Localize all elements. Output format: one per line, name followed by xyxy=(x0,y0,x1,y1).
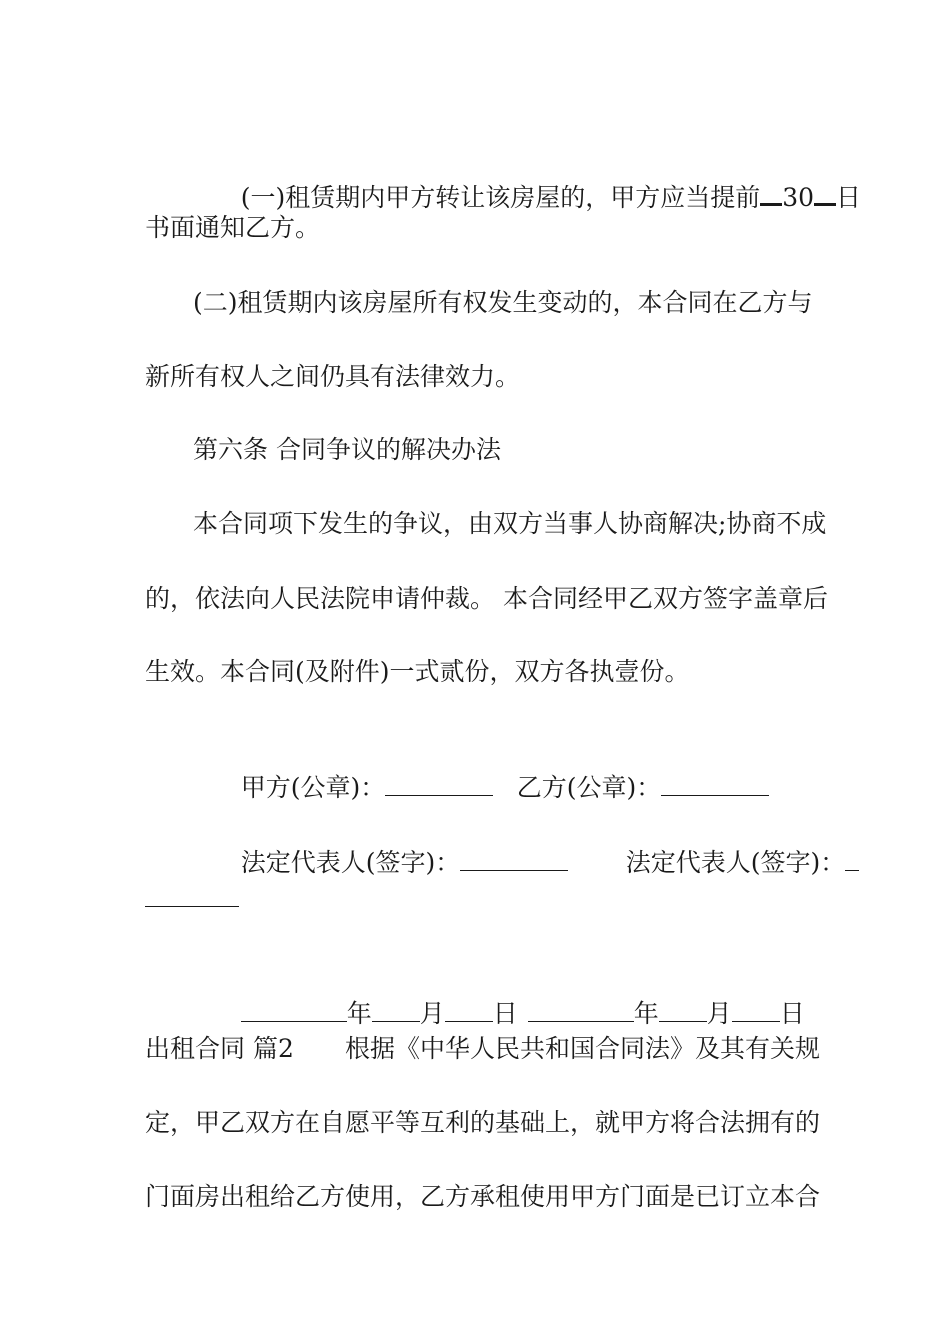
party-b-day-label: 日 xyxy=(779,999,805,1028)
dispute-text-1: 本合同项下发生的争议，由双方当事人协商解决;协商不成 xyxy=(193,509,827,538)
party-b-rep-blank-start xyxy=(845,842,859,871)
contract2-text-3: 门面房出租给乙方使用，乙方承租使用甲方门面是已订立本合 xyxy=(145,1182,821,1211)
dispute-line-1 xyxy=(0,504,950,544)
party-a-rep-blank xyxy=(460,842,568,871)
contract2-line-2 xyxy=(0,1103,950,1143)
representative-line xyxy=(0,802,950,877)
party-b-seal-blank xyxy=(661,767,769,796)
transfer-clause-text: (一)租赁期内甲方转让该房屋的，甲方应当提前 xyxy=(240,183,761,212)
ownership-clause-text-2: 新所有权人之间仍具有法律效力。 xyxy=(145,362,521,391)
dispute-text-2: 的，依法向人民法院申请仲裁。 本合同经甲乙双方签字盖章后 xyxy=(145,584,828,613)
party-a-month-blank xyxy=(372,993,420,1022)
article-six-heading xyxy=(0,430,950,470)
party-a-rep-label: 法定代表人(签字)： xyxy=(240,848,461,877)
party-b-seal-label: 乙方(公章)： xyxy=(516,773,662,802)
dispute-line-3 xyxy=(0,652,950,692)
party-a-month-label: 月 xyxy=(419,999,445,1028)
party-b-day-blank xyxy=(732,993,780,1022)
seal-line xyxy=(0,727,950,802)
party-a-seal-label: 甲方(公章)： xyxy=(240,773,386,802)
notice-days-value: 30 xyxy=(782,183,815,212)
transfer-clause-text-2: 书面通知乙方。 xyxy=(145,213,321,242)
party-b-year-blank xyxy=(528,993,634,1022)
paragraph-ownership-line-2 xyxy=(0,357,950,397)
date-line xyxy=(0,953,950,1028)
party-b-rep-blank-continued xyxy=(145,906,239,907)
paragraph-transfer-line-2 xyxy=(0,208,950,248)
contract2-text-1: 根据《中华人民共和国合同法》及其有关规 xyxy=(345,1034,821,1063)
article-heading-text: 第六条 合同争议的解决办法 xyxy=(193,435,501,464)
party-b-month-blank xyxy=(659,993,707,1022)
paragraph-transfer-line-1 xyxy=(0,135,950,212)
notice-days-blank-left xyxy=(760,175,782,206)
contract2-line-1 xyxy=(0,1029,950,1069)
party-b-rep-label: 法定代表人(签字)： xyxy=(625,848,846,877)
paragraph-ownership-line-1 xyxy=(0,283,950,323)
notice-days-unit: 日 xyxy=(836,183,862,212)
notice-days-blank-right xyxy=(814,175,836,206)
party-a-day-label: 日 xyxy=(492,999,518,1028)
ownership-clause-text: (二)租赁期内该房屋所有权发生变动的，本合同在乙方与 xyxy=(193,288,813,317)
dispute-line-2 xyxy=(0,579,950,619)
party-a-year-blank xyxy=(241,993,347,1022)
party-b-month-label: 月 xyxy=(706,999,732,1028)
party-b-year-label: 年 xyxy=(633,999,659,1028)
contract2-line-3 xyxy=(0,1177,950,1217)
party-a-year-label: 年 xyxy=(346,999,372,1028)
contract2-title: 出租合同 篇2 xyxy=(145,1034,294,1063)
dispute-text-3: 生效。本合同(及附件)一式贰份，双方各执壹份。 xyxy=(145,657,690,686)
contract2-text-2: 定，甲乙双方在自愿平等互利的基础上，就甲方将合法拥有的 xyxy=(145,1108,821,1137)
